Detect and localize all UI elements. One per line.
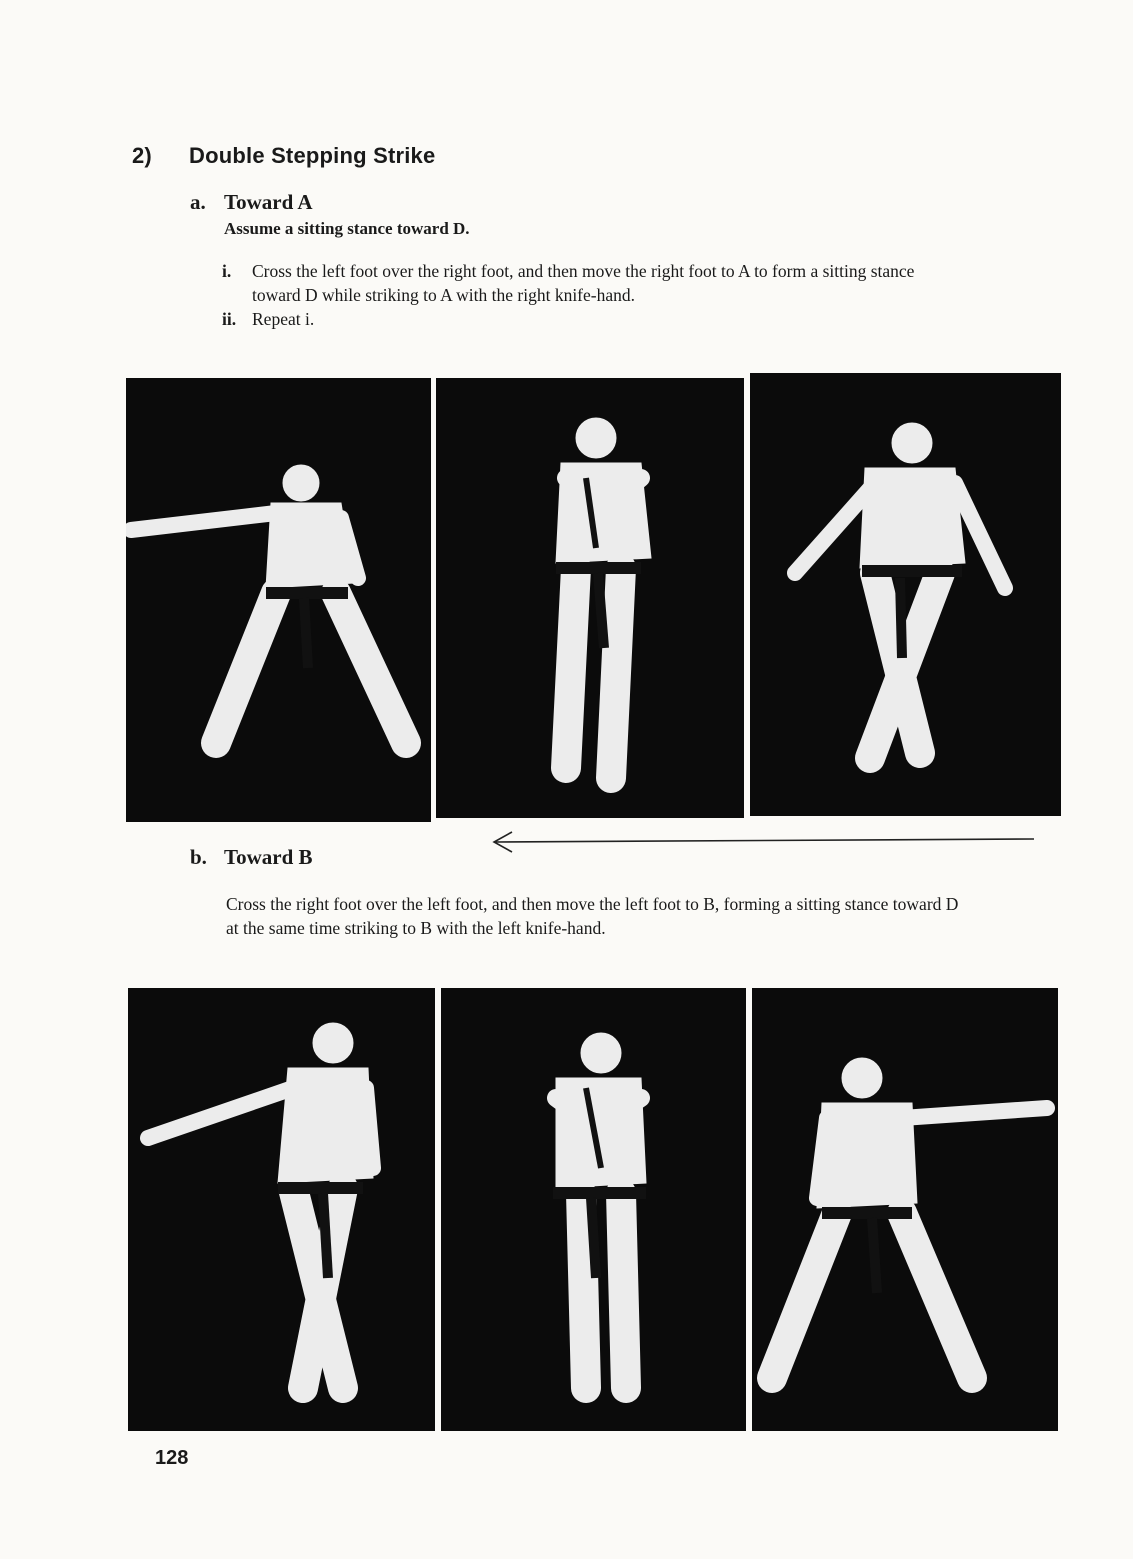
part-a-title: Toward A	[224, 190, 313, 214]
step-text: Cross the left foot over the right foot, and then move the right foot to A to form a sitting stance toward D while striking to A with the right knife-hand.	[252, 261, 915, 305]
part-a-heading	[190, 190, 313, 215]
step-item	[222, 307, 962, 331]
photo-a1	[126, 378, 431, 822]
part-b-title: Toward B	[224, 845, 313, 869]
photo-a3	[750, 373, 1061, 816]
part-a-letter: a.	[190, 190, 206, 214]
page-number: 128	[155, 1447, 189, 1469]
photo-b3	[752, 988, 1058, 1431]
section-heading	[132, 143, 435, 169]
direction-arrow-icon	[488, 828, 1034, 854]
photo-b1	[128, 988, 435, 1431]
part-a-intro: Assume a sitting stance toward D.	[224, 219, 470, 238]
part-a-steps	[222, 259, 962, 331]
part-b-letter: b.	[190, 845, 207, 869]
photo-b2	[441, 988, 746, 1431]
step-text: Repeat i.	[252, 309, 315, 329]
step-numeral: i.	[222, 261, 232, 281]
part-b-heading	[190, 845, 313, 870]
section-number: 2)	[132, 143, 152, 168]
section-title: Double Stepping Strike	[189, 143, 436, 168]
photo-a2	[436, 378, 744, 818]
part-b-text: Cross the right foot over the left foot, and then move the left foot to B, forming a sitting stance toward D at the same time striking to B with the left knife-hand.	[226, 894, 959, 938]
step-numeral: ii.	[222, 309, 237, 329]
step-item	[222, 259, 962, 307]
